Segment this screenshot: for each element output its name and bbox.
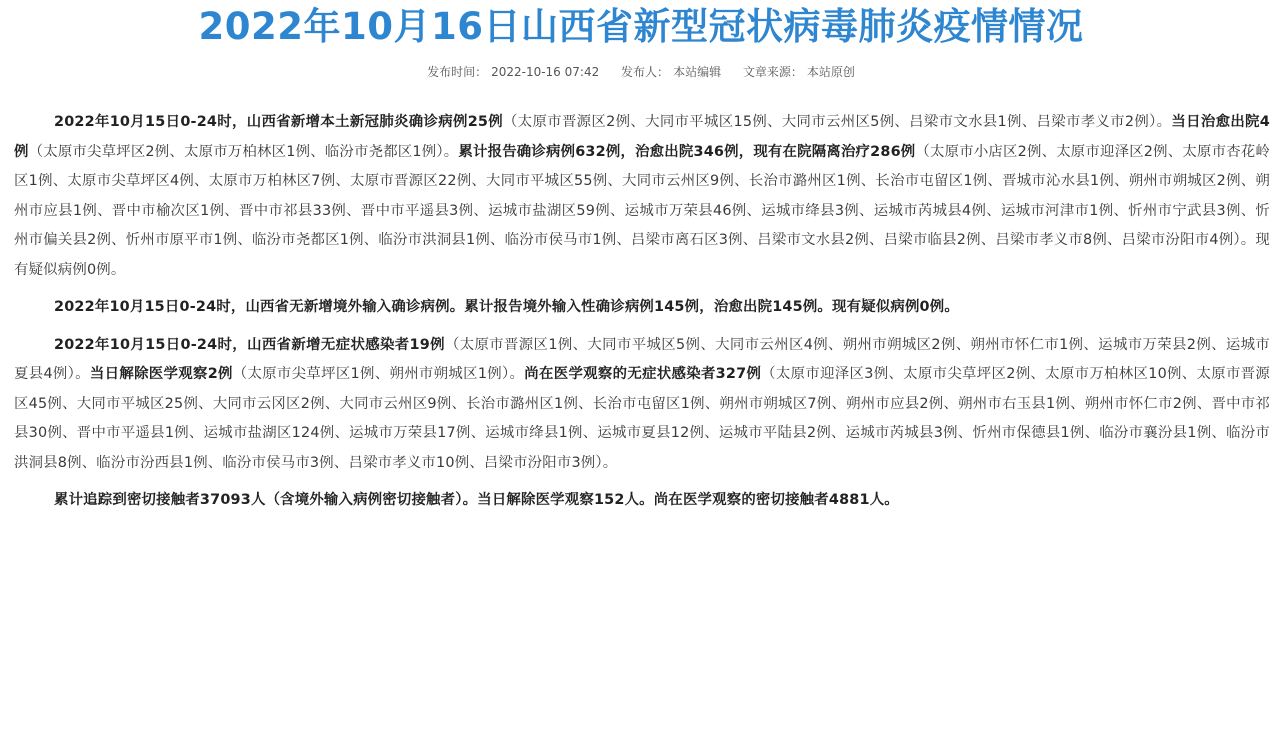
article-body: [14, 108, 1270, 524]
text-segment: 2022年10月15日0-24时，山西省新增无症状感染者19例: [54, 336, 445, 353]
article-title: 2022年10月16日山西省新型冠状病毒肺炎疫情情况: [198, 5, 1084, 48]
publisher-label: 发布人：: [621, 65, 670, 79]
text-segment: 累计追踪到密切接触者37093人（含境外输入病例密切接触者）。当日解除医学观察152人。尚在医学观察的密切接触者4881人。: [54, 492, 899, 508]
paragraph-close-contacts: [14, 486, 1270, 516]
text-segment: （太原市尖草坪区1例、朔州市朔城区1例）。: [232, 366, 525, 382]
text-segment: 当日解除医学观察2例: [89, 366, 233, 382]
text-segment: （太原市晋源区2例、大同市平城区15例、大同市云州区5例、吕梁市文水县1例、吕梁市孝义市2例）。: [503, 114, 1172, 130]
source-value: 本站原创: [806, 65, 855, 79]
text-segment: （太原市小店区2例、太原市迎泽区2例、太原市杏花岭区1例、太原市尖草坪区4例、太原市万柏林区7例、太原市晋源区22例、大同市平城区55例、大同市云州区9例、长治市潞州区1例、长治市屯留区1例、晋城市沁水县1例、朔州市朔城区2例、朔州市应县1例、晋中市榆次区1例、晋中市祁县33例、晋中市平遥县3例、运城市盐湖区59例、运城市万荣县46例、运城市绛县3例、运城市芮城县4例、运城市河津市1例、忻州市宁武县3例、忻州市偏关县2例、忻州市原平市1例、临汾市尧都区1例、临汾市洪洞县1例、临汾市侯马市1例、吕梁市离石区3例、吕梁市文水县2例、吕梁市临县2例、吕梁市孝义市8例、吕梁市汾阳市4例）。现有疑似病例0例。: [14, 143, 1270, 278]
text-segment: （太原市迎泽区3例、太原市尖草坪区2例、太原市万柏林区10例、太原市晋源区45例、大同市平城区25例、大同市云冈区2例、大同市云州区9例、长治市潞州区1例、长治市屯留区1例、朔州市朔城区7例、朔州市应县2例、朔州市右玉县1例、朔州市怀仁市2例、晋中市祁县30例、晋中市平遥县1例、运城市盐湖区124例、运城市万荣县17例、运城市绛县1例、运城市夏县12例、运城市平陆县2例、运城市芮城县3例、忻州市保德县1例、临汾市襄汾县1例、临汾市洪洞县8例、临汾市汾西县1例、临汾市侯马市3例、吕梁市孝义市10例、吕梁市汾阳市3例）。: [14, 366, 1270, 471]
publisher-value: 本站编辑: [673, 65, 722, 79]
text-segment: 累计报告确诊病例632例，治愈出院346例，现有在院隔离治疗286例: [458, 143, 916, 160]
publish-time-value: 2022-10-16 07:42: [491, 65, 600, 79]
text-segment: 2022年10月15日0-24时，山西省新增本土新冠肺炎确诊病例25例: [54, 114, 504, 130]
text-segment: 2022年10月15日0-24时，山西省无新增境外输入确诊病例。累计报告境外输入性确诊病例145例，治愈出院145例。现有疑似病例0例。: [54, 299, 959, 315]
paragraph-asymptomatic: [14, 331, 1270, 479]
text-segment: （太原市尖草坪区2例、太原市万柏林区1例、临汾市尧都区1例）。: [28, 143, 459, 160]
publish-time-label: 发布时间：: [427, 65, 488, 79]
article-meta: [0, 62, 1282, 82]
text-segment: 尚在医学观察的无症状感染者327例: [524, 366, 762, 382]
paragraph-imported-cases: [14, 293, 1270, 323]
text-segment: 当日治愈出院4例: [14, 114, 1270, 160]
source-label: 文章来源：: [742, 65, 803, 79]
text-segment: （太原市晋源区1例、大同市平城区5例、大同市云州区4例、朔州市朔城区2例、朔州市怀仁市1例、运城市万荣县2例、运城市夏县4例）。: [14, 336, 1271, 382]
paragraph-local-confirmed: [14, 108, 1270, 285]
